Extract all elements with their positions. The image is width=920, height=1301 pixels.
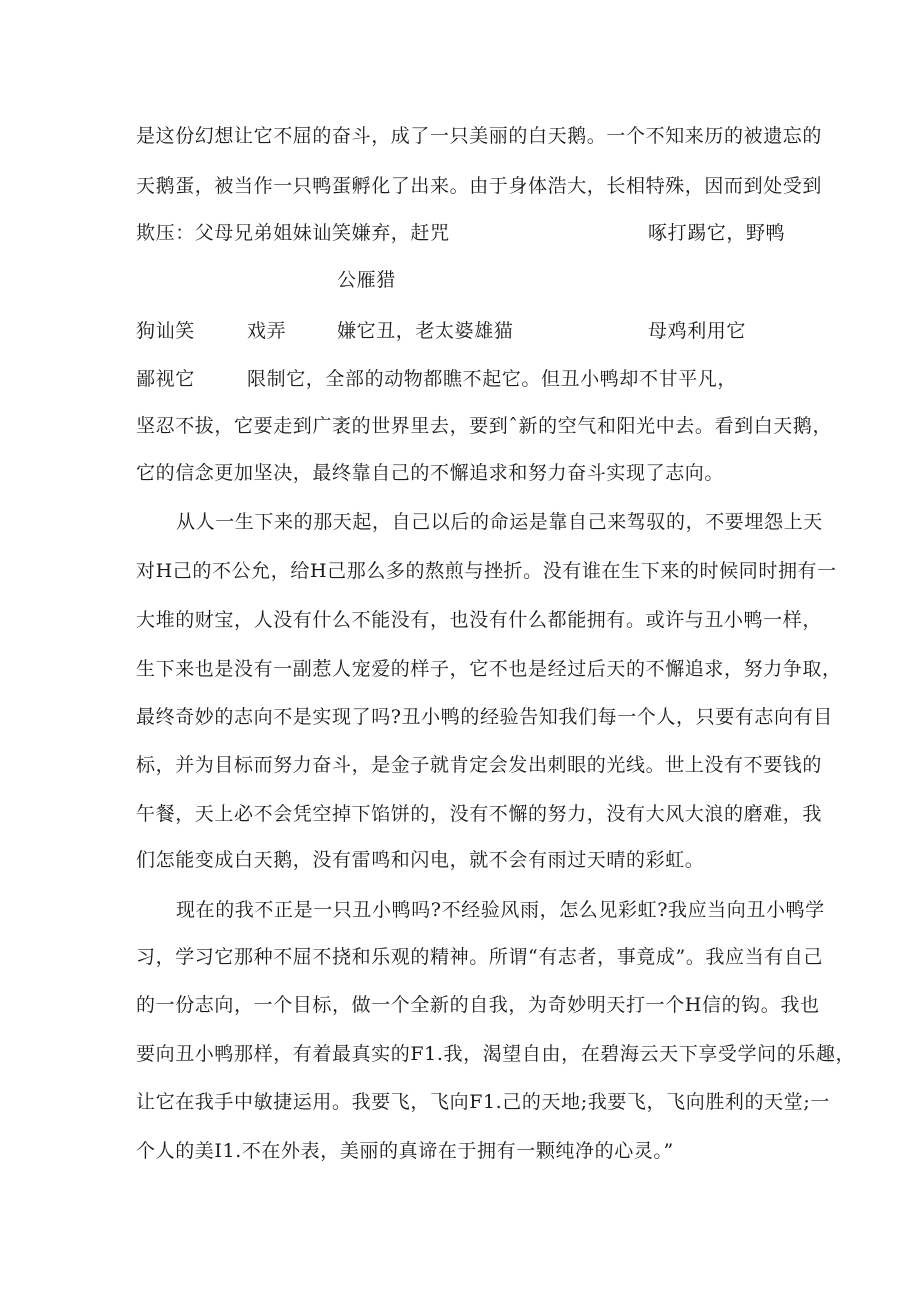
p1-line-8: 它的信念更加坚决，最终靠自己的不懈追求和努力奋斗实现了志向。 bbox=[136, 462, 725, 484]
p1-line-5a: 狗讪笑 bbox=[136, 320, 195, 342]
p1-line-5b: 戏弄 bbox=[247, 320, 287, 342]
p2-line-2: 对H己的不公允，给H己那么多的熬煎与挫折。没有谁在生下来的时候同时拥有一 bbox=[136, 560, 837, 582]
p3-line-5: 让它在我手中敏捷运用。我要飞，飞向F1.己的天地;我要飞，飞向胜利的天堂;一 bbox=[136, 1091, 830, 1113]
p1-line-6a: 鄙视它 bbox=[136, 368, 195, 390]
p3-line-6: 个人的美I1.不在外表，美丽的真谛在于拥有一颗纯净的心灵。” bbox=[136, 1140, 674, 1162]
p2-line-3: 大堆的财宝，人没有什么不能没有，也没有什么都能拥有。或许与丑小鸭一样， bbox=[136, 609, 823, 631]
p1-line-6b: 限制它，全部的动物都瞧不起它。但丑小鸭却不甘平凡， bbox=[247, 368, 738, 390]
p2-line-6: 标，并为目标而努力奋斗，是金子就肯定会发出刺眼的光线。世上没有不要钱的 bbox=[136, 754, 823, 776]
p2-line-7: 午餐，天上必不会凭空掉下馅饼的，没有不懈的努力，没有大风大浪的磨难，我 bbox=[136, 803, 823, 825]
p1-line-3b: 啄打踢它，野鸭 bbox=[648, 222, 786, 244]
p3-line-4: 要向丑小鸭那样，有着最真实的F1.我，渴望自由，在碧海云天下享受学问的乐趣， bbox=[136, 1043, 856, 1065]
p1-line-2: 天鹅蛋，被当作一只鸭蛋孵化了出来。由于身体浩大，长相特殊，因而到处受到 bbox=[136, 175, 823, 197]
p3-line-1: 现在的我不正是一只丑小鸭吗?不经验风雨，怎么见彩虹?我应当向丑小鸭学 bbox=[176, 899, 825, 921]
p2-line-4: 生下来也是没有一副惹人宠爱的样子，它不也是经过后天的不懈追求，努力争取， bbox=[136, 658, 842, 680]
p1-line-7: 坚忍不拔，它要走到广袤的世界里去，要到ˆ新的空气和阳光中去。看到白天鹅， bbox=[136, 415, 833, 437]
p1-line-1: 是这份幻想让它不屈的奋斗，成了一只美丽的白天鹅。一个不知来历的被遗忘的 bbox=[136, 125, 823, 147]
p2-line-5: 最终奇妙的志向不是实现了吗?丑小鸭的经验告知我们每一个人，只要有志向有目 bbox=[136, 706, 833, 728]
p1-line-4: 公雁猎 bbox=[337, 269, 396, 291]
p2-line-1: 从人一生下来的那天起，自己以后的命运是靠自己来驾驭的，不要埋怨上天 bbox=[176, 511, 823, 533]
p1-line-5c: 嫌它丑，老太婆雄猫 bbox=[337, 320, 514, 342]
p3-line-3: 的一份志向，一个目标，做一个全新的自我，为奇妙明天打一个H信的钩。我也 bbox=[136, 994, 820, 1016]
p2-line-8: 们怎能变成白天鹅，没有雷鸣和闪电，就不会有雨过天晴的彩虹。 bbox=[136, 849, 705, 871]
p3-line-2: 习，学习它那种不屈不挠和乐观的精神。所谓“有志者，事竟成”。我应当有自己 bbox=[136, 946, 824, 968]
p1-line-5d: 母鸡利用它 bbox=[648, 320, 747, 342]
p1-line-3a: 欺压：父母兄弟姐妹讪笑嫌弃，赶咒 bbox=[136, 222, 450, 244]
